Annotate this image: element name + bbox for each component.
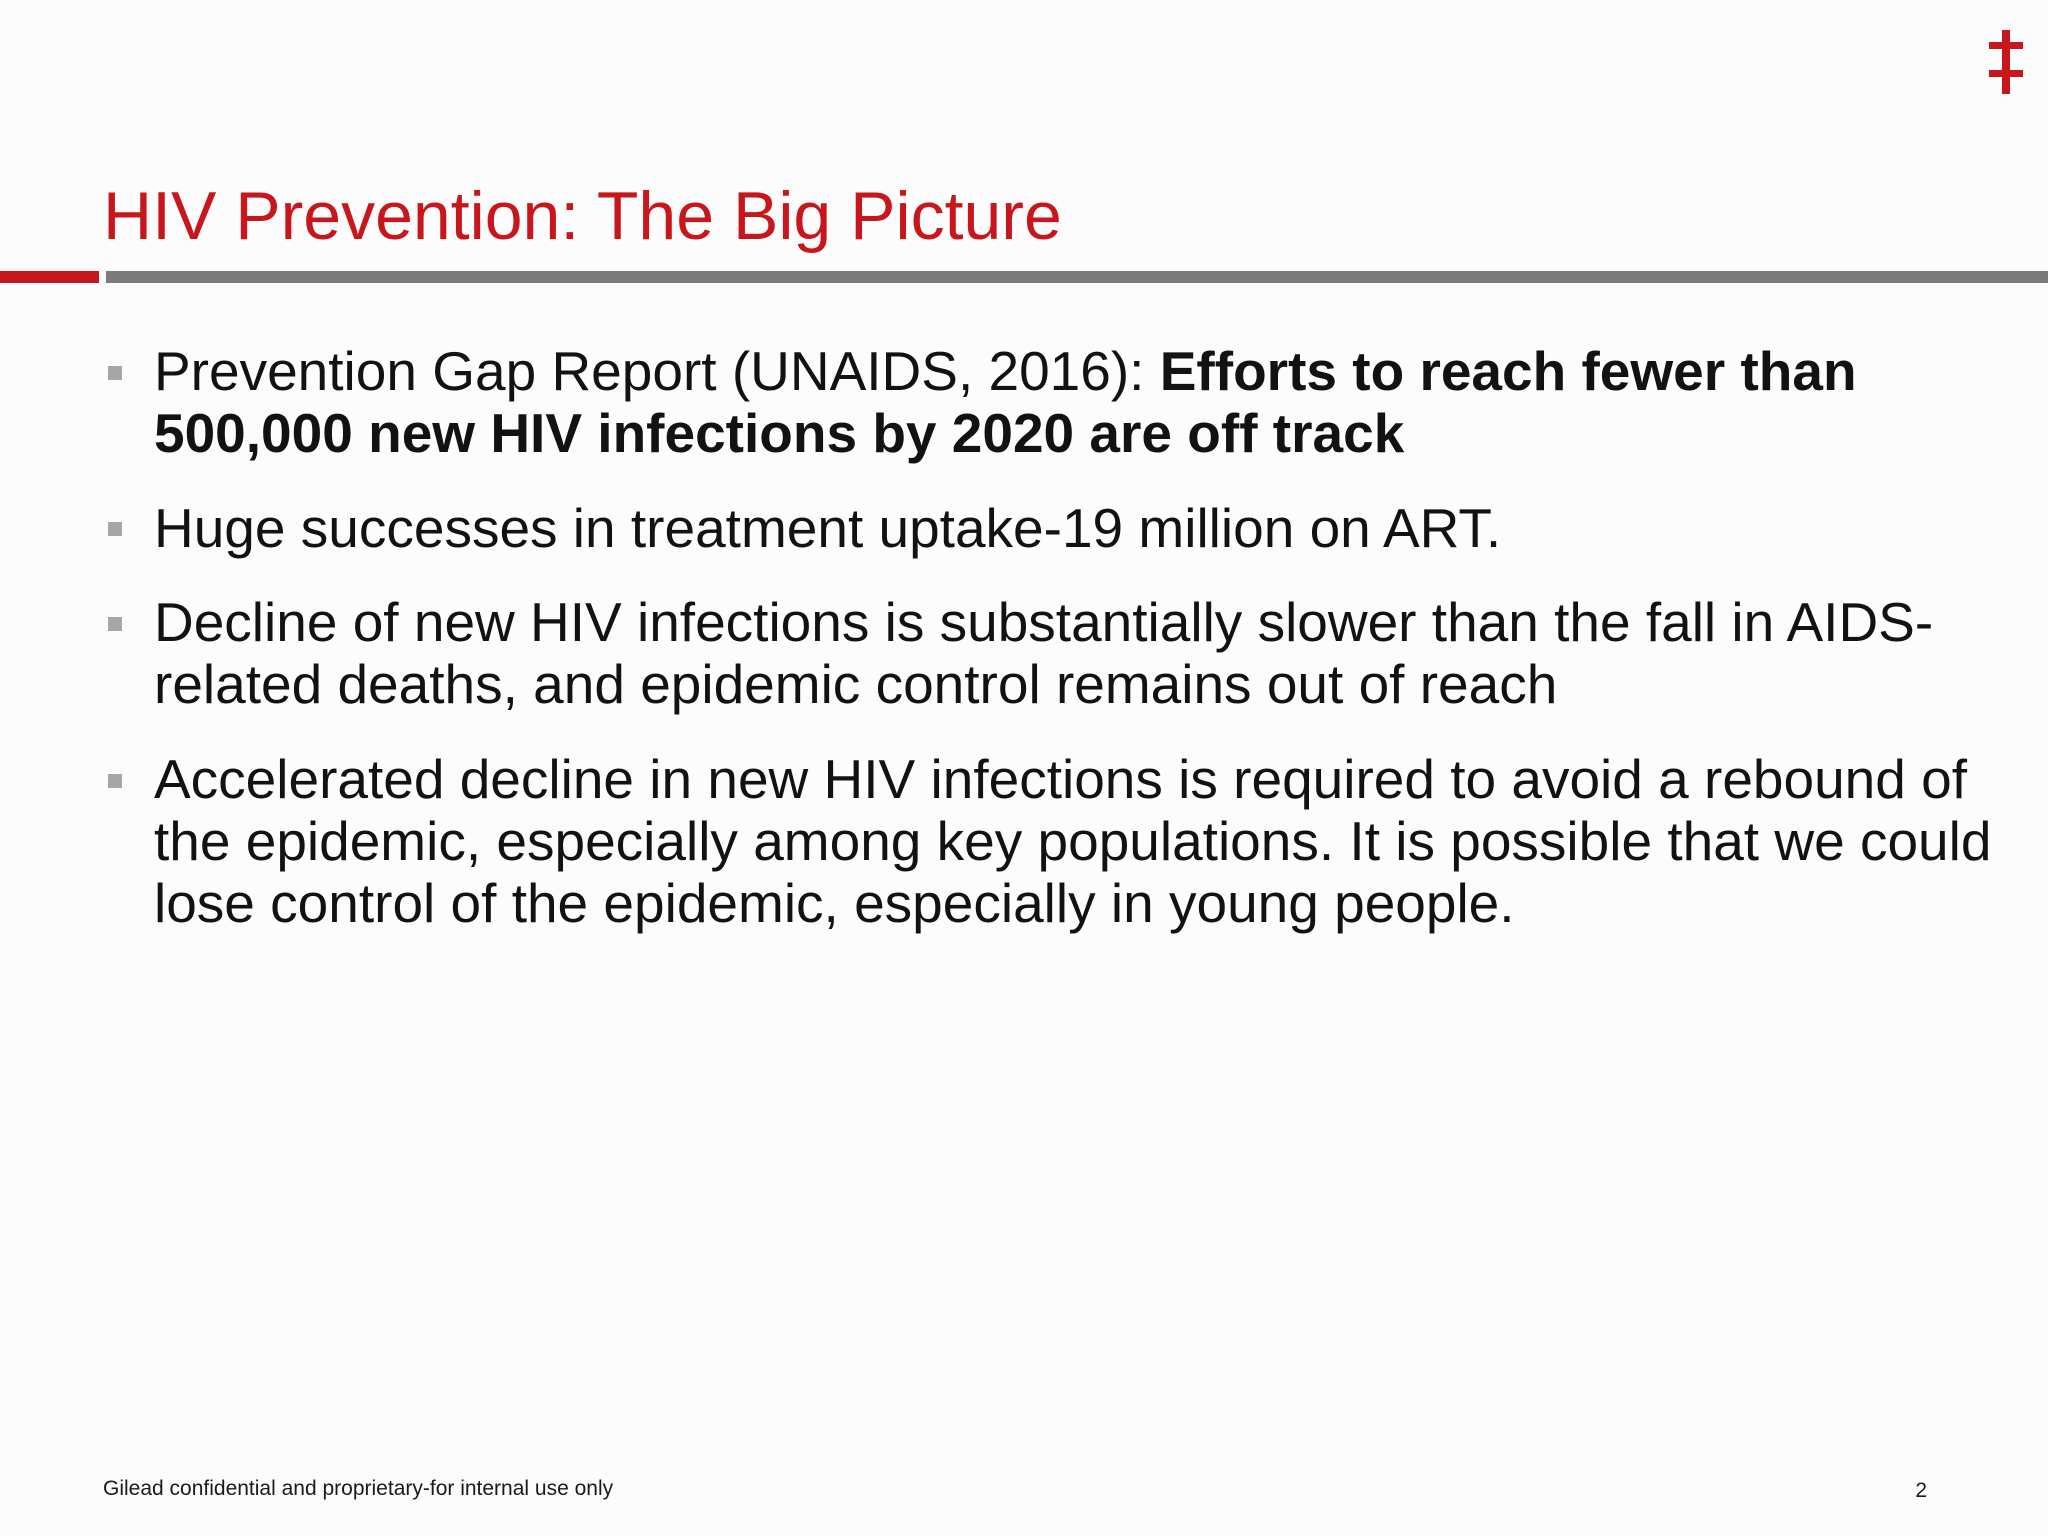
bullet-text-emphasis: Efforts to reach fewer than 500,000 new HIV infections by 2020 are off track [154,340,1857,464]
title-rule [106,271,2048,283]
slide-title: HIV Prevention: The Big Picture [103,178,1062,254]
square-bullet-icon [108,774,122,788]
bullet-text-plain: Prevention Gap Report (UNAIDS, 2016): [154,340,1160,402]
bullet-text [154,748,2014,934]
gilead-logo-icon [1986,30,2026,94]
title-rule-accent [0,271,99,283]
confidentiality-footer: Gilead confidential and proprietary-for internal use only [103,1477,614,1500]
square-bullet-icon [108,366,122,380]
bullet-text-plain: Decline of new HIV infections is substantially slower than the fall in AIDS-related deaths, and epidemic control remains out of reach [154,591,1934,715]
bullet-text [154,497,2014,559]
bullet-text [154,591,2014,715]
page-number: 2 [1915,1479,1927,1502]
bullet-text-plain: Huge successes in treatment uptake-19 million on ART. [154,497,1502,559]
bullet-text [154,340,2014,464]
square-bullet-icon [108,522,122,536]
square-bullet-icon [108,617,122,631]
bullet-text-plain: Accelerated decline in new HIV infections is required to avoid a rebound of the epidemic, especially among key populations. It is possible that we could lose control of the epidemic, especially in young people. [154,748,1992,934]
